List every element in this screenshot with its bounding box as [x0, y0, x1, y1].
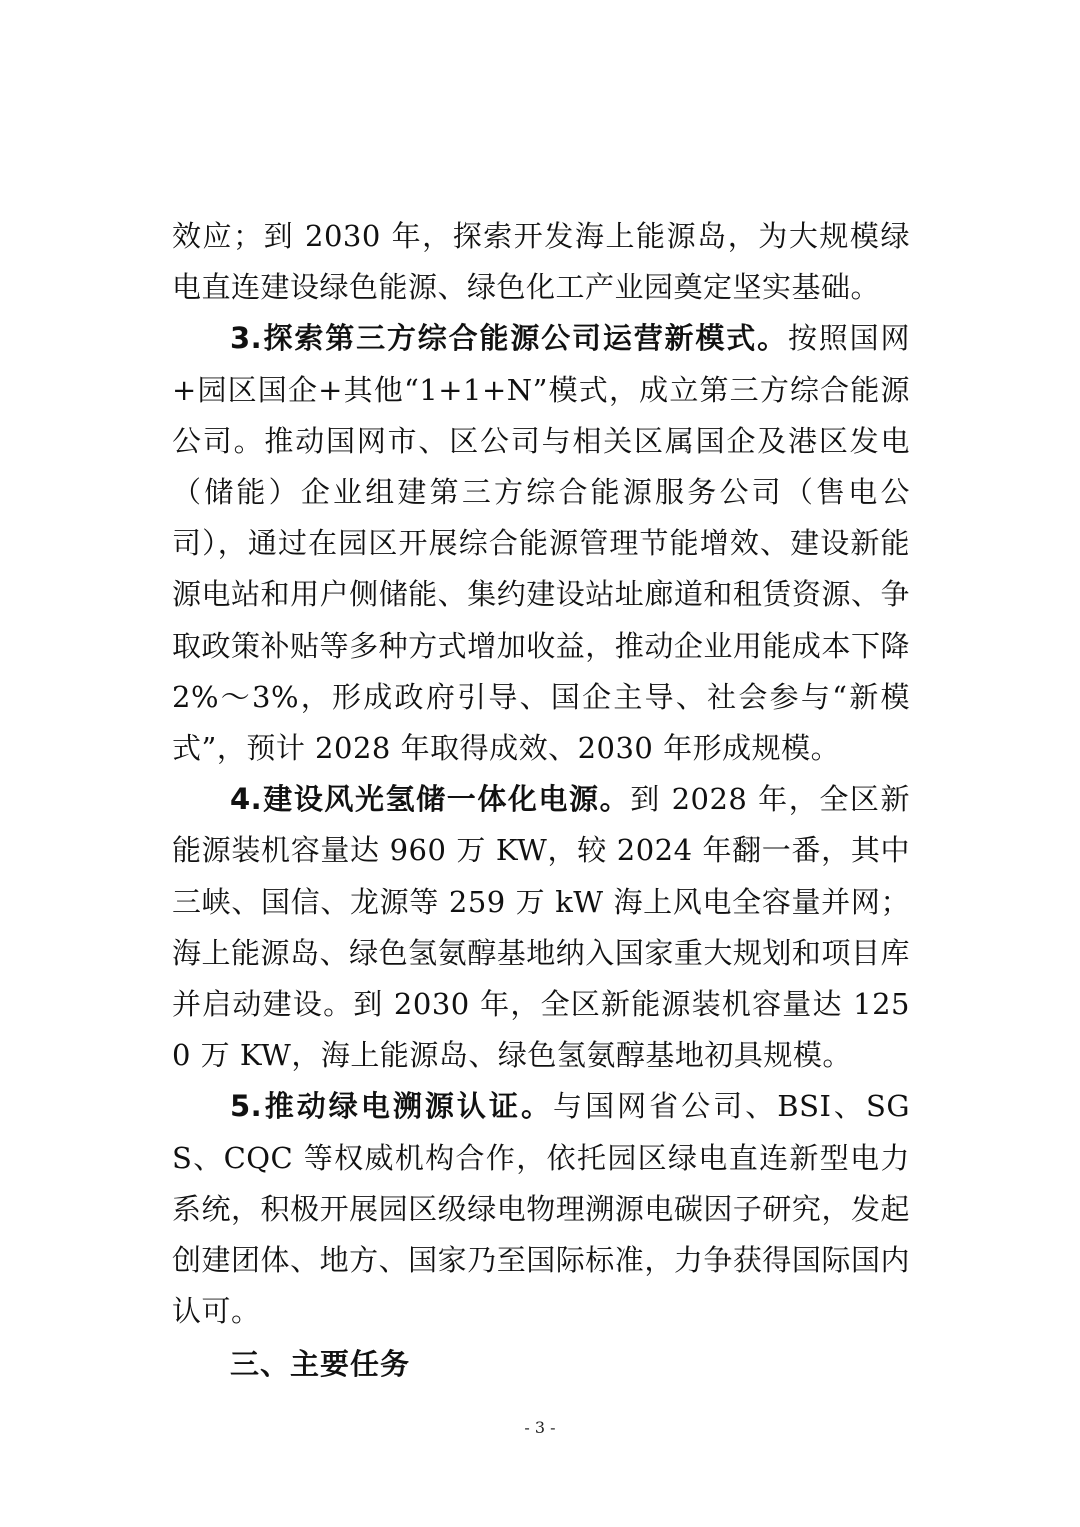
- paragraph-item-3: [172, 313, 910, 774]
- paragraph-text: 与国网省公司、BSI、SGS、CQC 等权威机构合作，依托园区绿电直连新型电力系统，积极开展园区级绿电物理溯源电碳因子研究，发起创建团体、地方、国家乃至国际标准，力争获得国际国内认可。: [172, 1089, 910, 1329]
- paragraph-item-4: [172, 774, 910, 1081]
- page-number: - 3 -: [524, 1418, 556, 1437]
- paragraph-continuation: [172, 211, 910, 313]
- paragraph-lead: 5.推动绿电溯源认证。: [230, 1089, 554, 1124]
- section-heading: 三、主要任务: [230, 1347, 411, 1382]
- paragraph-item-5: [172, 1081, 910, 1337]
- paragraph-text: 到 2028 年，全区新能源装机容量达 960 万 KW，较 2024 年翻一番，其中三峡、国信、龙源等 259 万 kW 海上风电全容量并网；海上能源岛、绿色氢氨醇基地纳入国家重大规划和项目库并启动建设。到 2030 年，全区新能源装机容量达 1250 万 KW，海上能源岛、绿色氢氨醇基地初具规模。: [172, 782, 910, 1073]
- paragraph-text: 按照国网+园区国企+其他“1+1+N”模式，成立第三方综合能源公司。推动国网市、区公司与相关区属国企及港区发电（储能）企业组建第三方综合能源服务公司（售电公司），通过在园区开展综合能源管理节能增效、建设新能源电站和用户侧储能、集约建设站址廊道和租赁资源、争取政策补贴等多种方式增加收益，推动企业用能成本下降 2%～3%，形成政府引导、国企主导、社会参与“新模式”，预计 2028 年取得成效、2030 年形成规模。: [172, 321, 910, 766]
- document-body: [172, 211, 910, 1391]
- paragraph-text: 效应；到 2030 年，探索开发海上能源岛，为大规模绿电直连建设绿色能源、绿色化工产业园奠定坚实基础。: [172, 219, 910, 305]
- paragraph-lead: 3.探索第三方综合能源公司运营新模式。: [230, 321, 788, 356]
- paragraph-lead: 4.建设风光氢储一体化电源。: [230, 782, 631, 817]
